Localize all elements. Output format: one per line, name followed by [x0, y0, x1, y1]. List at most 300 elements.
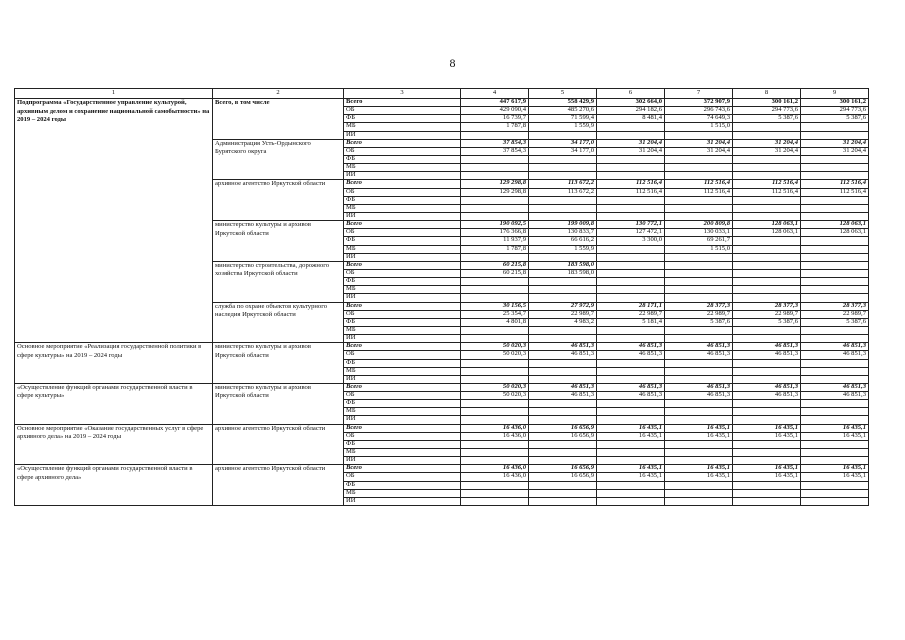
amount-cell	[597, 204, 665, 212]
amount-cell	[733, 204, 801, 212]
amount-cell: 16 435,1	[665, 465, 733, 473]
amount-cell	[733, 457, 801, 465]
amount-cell: 200 809,8	[665, 221, 733, 229]
funding-source-cell: ИИ	[344, 457, 461, 465]
amount-cell: 25 354,7	[461, 310, 529, 318]
amount-cell	[665, 449, 733, 457]
amount-cell	[529, 408, 597, 416]
program-name: «Осуществление функций органами государственной власти в сфере архивного дела»	[15, 465, 213, 506]
amount-cell: 31 204,4	[801, 139, 869, 147]
funding-source-cell: ИИ	[344, 131, 461, 139]
funding-source-cell: Всего	[344, 261, 461, 269]
amount-cell	[529, 400, 597, 408]
column-header: 3	[344, 89, 461, 99]
funding-source-cell: ИИ	[344, 253, 461, 261]
amount-cell	[801, 253, 869, 261]
funding-source-cell: ОБ	[344, 229, 461, 237]
amount-cell: 16 435,1	[665, 424, 733, 432]
amount-cell	[461, 400, 529, 408]
amount-cell	[461, 408, 529, 416]
amount-cell	[733, 294, 801, 302]
amount-cell	[733, 497, 801, 505]
amount-cell	[733, 489, 801, 497]
amount-cell: 31 204,4	[597, 147, 665, 155]
amount-cell	[461, 489, 529, 497]
amount-cell	[801, 457, 869, 465]
amount-cell	[665, 212, 733, 220]
column-header: 4	[461, 89, 529, 99]
amount-cell	[461, 286, 529, 294]
amount-cell	[461, 359, 529, 367]
funding-source-cell: ИИ	[344, 212, 461, 220]
amount-cell	[665, 269, 733, 277]
column-header: 5	[529, 89, 597, 99]
amount-cell: 128 063,1	[801, 229, 869, 237]
amount-cell	[801, 212, 869, 220]
amount-cell: 5 387,6	[733, 318, 801, 326]
amount-cell	[597, 367, 665, 375]
amount-cell: 16 435,1	[665, 473, 733, 481]
amount-cell: 16 435,1	[597, 424, 665, 432]
amount-cell	[461, 278, 529, 286]
amount-cell	[461, 416, 529, 424]
amount-cell: 176 366,8	[461, 229, 529, 237]
amount-cell	[665, 335, 733, 343]
amount-cell	[461, 212, 529, 220]
funding-source-cell: Всего	[344, 343, 461, 351]
amount-cell: 31 204,4	[665, 147, 733, 155]
funding-source-cell: Всего	[344, 465, 461, 473]
amount-cell: 46 851,3	[801, 392, 869, 400]
table-row	[15, 424, 869, 432]
amount-cell: 46 851,3	[529, 383, 597, 391]
amount-cell: 30 156,5	[461, 302, 529, 310]
amount-cell: 300 161,2	[801, 99, 869, 107]
amount-cell	[733, 172, 801, 180]
amount-cell: 129 298,8	[461, 188, 529, 196]
amount-cell: 302 664,0	[597, 99, 665, 107]
column-header: 9	[801, 89, 869, 99]
amount-cell	[733, 367, 801, 375]
executor-name: архивное агентство Иркутской области	[213, 180, 344, 221]
amount-cell	[597, 326, 665, 334]
amount-cell	[801, 335, 869, 343]
amount-cell: 447 617,9	[461, 99, 529, 107]
amount-cell: 31 204,4	[733, 139, 801, 147]
amount-cell	[801, 489, 869, 497]
amount-cell: 16 739,7	[461, 115, 529, 123]
amount-cell: 199 009,8	[529, 221, 597, 229]
amount-cell	[529, 335, 597, 343]
amount-cell: 46 851,3	[801, 343, 869, 351]
amount-cell: 31 204,4	[665, 139, 733, 147]
amount-cell	[665, 204, 733, 212]
column-header: 2	[213, 89, 344, 99]
amount-cell	[461, 204, 529, 212]
table-body	[15, 89, 869, 506]
amount-cell	[665, 359, 733, 367]
funding-source-cell: МБ	[344, 123, 461, 131]
funding-source-cell: ФБ	[344, 359, 461, 367]
executor-name: министерство строительства, дорожного хозяйства Иркутской области	[213, 261, 344, 302]
table-row	[15, 383, 869, 391]
amount-cell	[597, 131, 665, 139]
column-header: 1	[15, 89, 213, 99]
amount-cell: 485 270,6	[529, 107, 597, 115]
funding-source-cell: ФБ	[344, 155, 461, 163]
amount-cell: 112 516,4	[597, 180, 665, 188]
amount-cell: 112 516,4	[801, 180, 869, 188]
amount-cell	[665, 196, 733, 204]
amount-cell	[733, 335, 801, 343]
amount-cell	[529, 416, 597, 424]
amount-cell	[801, 326, 869, 334]
funding-source-cell: ОБ	[344, 147, 461, 155]
program-name: «Осуществление функций органами государственной власти в сфере культуры»	[15, 383, 213, 424]
funding-source-cell: ОБ	[344, 269, 461, 277]
amount-cell	[597, 253, 665, 261]
amount-cell	[801, 440, 869, 448]
amount-cell	[529, 326, 597, 334]
amount-cell	[529, 131, 597, 139]
amount-cell: 46 851,3	[597, 392, 665, 400]
funding-source-cell: Всего	[344, 180, 461, 188]
amount-cell: 34 177,0	[529, 147, 597, 155]
amount-cell	[529, 449, 597, 457]
amount-cell: 16 435,1	[733, 465, 801, 473]
amount-cell	[665, 408, 733, 416]
amount-cell: 16 435,1	[597, 465, 665, 473]
funding-source-cell: ОБ	[344, 432, 461, 440]
funding-source-cell: ИИ	[344, 416, 461, 424]
funding-source-cell: ФБ	[344, 481, 461, 489]
amount-cell: 8 481,4	[597, 115, 665, 123]
amount-cell: 558 429,9	[529, 99, 597, 107]
amount-cell: 16 435,1	[597, 473, 665, 481]
funding-source-cell: Всего	[344, 424, 461, 432]
amount-cell	[597, 245, 665, 253]
funding-source-cell: МБ	[344, 286, 461, 294]
amount-cell: 16 436,0	[461, 473, 529, 481]
amount-cell	[529, 481, 597, 489]
amount-cell	[461, 294, 529, 302]
amount-cell	[529, 253, 597, 261]
executor-name: Администрация Усть-Ордынского Бурятского округа	[213, 139, 344, 180]
amount-cell	[665, 172, 733, 180]
executor-name: министерство культуры и архивов Иркутской области	[213, 383, 344, 424]
program-name: Основное мероприятие «Оказание государственных услуг в сфере архивного дела» на 2019 – 2024 годы	[15, 424, 213, 465]
amount-cell	[529, 440, 597, 448]
amount-cell	[801, 375, 869, 383]
funding-source-cell: ОБ	[344, 188, 461, 196]
amount-cell	[529, 497, 597, 505]
amount-cell	[733, 286, 801, 294]
amount-cell	[801, 286, 869, 294]
amount-cell: 294 182,6	[597, 107, 665, 115]
amount-cell	[801, 237, 869, 245]
amount-cell	[665, 400, 733, 408]
amount-cell	[529, 359, 597, 367]
amount-cell: 16 435,1	[733, 473, 801, 481]
amount-cell: 183 598,0	[529, 261, 597, 269]
amount-cell: 46 851,3	[529, 343, 597, 351]
amount-cell	[801, 123, 869, 131]
amount-cell: 16 435,1	[597, 432, 665, 440]
amount-cell	[529, 204, 597, 212]
amount-cell: 300 161,2	[733, 99, 801, 107]
amount-cell	[665, 481, 733, 489]
funding-source-cell: ОБ	[344, 473, 461, 481]
amount-cell	[665, 375, 733, 383]
amount-cell: 16 435,1	[733, 424, 801, 432]
amount-cell: 60 215,8	[461, 269, 529, 277]
amount-cell: 130 033,1	[665, 229, 733, 237]
amount-cell: 4 801,8	[461, 318, 529, 326]
column-header: 8	[733, 89, 801, 99]
amount-cell: 112 516,4	[665, 180, 733, 188]
amount-cell: 1 787,8	[461, 123, 529, 131]
amount-cell	[461, 131, 529, 139]
amount-cell: 34 177,0	[529, 139, 597, 147]
amount-cell: 69 261,7	[665, 237, 733, 245]
amount-cell	[733, 278, 801, 286]
amount-cell	[665, 489, 733, 497]
amount-cell	[665, 278, 733, 286]
amount-cell	[665, 155, 733, 163]
amount-cell: 129 298,8	[461, 180, 529, 188]
amount-cell	[597, 497, 665, 505]
amount-cell	[529, 489, 597, 497]
funding-source-cell: ФБ	[344, 440, 461, 448]
amount-cell: 22 989,7	[597, 310, 665, 318]
amount-cell: 128 063,1	[733, 229, 801, 237]
executor-name: Всего, в том числе	[213, 99, 344, 140]
funding-source-cell: Всего	[344, 221, 461, 229]
amount-cell	[801, 367, 869, 375]
funding-source-cell: ФБ	[344, 196, 461, 204]
amount-cell	[461, 172, 529, 180]
amount-cell	[597, 269, 665, 277]
amount-cell: 46 851,3	[597, 383, 665, 391]
amount-cell	[665, 457, 733, 465]
funding-source-cell: МБ	[344, 489, 461, 497]
amount-cell: 50 020,3	[461, 343, 529, 351]
program-name: Подпрограмма «Государственное управление культурой, архивным делом и сохранение национальной самобытности» на 2019 – 2024 годы	[15, 99, 213, 343]
amount-cell	[733, 440, 801, 448]
funding-source-cell: ИИ	[344, 375, 461, 383]
funding-source-cell: ФБ	[344, 237, 461, 245]
amount-cell	[461, 497, 529, 505]
amount-cell: 16 656,9	[529, 465, 597, 473]
amount-cell: 11 937,9	[461, 237, 529, 245]
amount-cell	[529, 172, 597, 180]
amount-cell: 46 851,3	[733, 343, 801, 351]
amount-cell: 5 387,6	[665, 318, 733, 326]
funding-source-cell: ОБ	[344, 392, 461, 400]
amount-cell: 27 972,9	[529, 302, 597, 310]
amount-cell	[597, 335, 665, 343]
amount-cell: 1 559,9	[529, 245, 597, 253]
amount-cell	[597, 196, 665, 204]
amount-cell: 46 851,3	[733, 351, 801, 359]
amount-cell: 112 516,4	[597, 188, 665, 196]
funding-source-cell: Всего	[344, 99, 461, 107]
amount-cell	[529, 367, 597, 375]
amount-cell	[597, 212, 665, 220]
funding-source-cell: ОБ	[344, 310, 461, 318]
amount-cell	[461, 335, 529, 343]
amount-cell	[597, 172, 665, 180]
executor-name: служба по охране объектов культурного наследия Иркутской области	[213, 302, 344, 343]
amount-cell	[461, 326, 529, 334]
funding-source-cell: ОБ	[344, 351, 461, 359]
funding-source-cell: МБ	[344, 367, 461, 375]
amount-cell: 112 516,4	[665, 188, 733, 196]
amount-cell	[733, 269, 801, 277]
executor-name: архивное агентство Иркутской области	[213, 465, 344, 506]
amount-cell: 22 989,7	[733, 310, 801, 318]
table-row	[15, 343, 869, 351]
amount-cell	[801, 408, 869, 416]
amount-cell: 372 907,9	[665, 99, 733, 107]
amount-cell: 28 377,3	[801, 302, 869, 310]
amount-cell: 31 204,4	[597, 139, 665, 147]
amount-cell	[529, 278, 597, 286]
amount-cell	[461, 164, 529, 172]
funding-source-cell: МБ	[344, 204, 461, 212]
funding-source-cell: ФБ	[344, 278, 461, 286]
amount-cell: 1 515,0	[665, 123, 733, 131]
amount-cell: 112 516,4	[733, 180, 801, 188]
amount-cell: 130 772,1	[597, 221, 665, 229]
amount-cell: 4 983,2	[529, 318, 597, 326]
table-row	[15, 465, 869, 473]
amount-cell	[801, 155, 869, 163]
amount-cell	[665, 367, 733, 375]
column-header: 6	[597, 89, 665, 99]
amount-cell: 22 989,7	[665, 310, 733, 318]
amount-cell	[665, 286, 733, 294]
amount-cell	[733, 212, 801, 220]
amount-cell	[461, 481, 529, 489]
amount-cell: 294 773,6	[801, 107, 869, 115]
amount-cell: 74 649,3	[665, 115, 733, 123]
amount-cell: 16 656,9	[529, 473, 597, 481]
amount-cell	[733, 375, 801, 383]
amount-cell: 294 773,6	[733, 107, 801, 115]
amount-cell: 46 851,3	[665, 351, 733, 359]
amount-cell	[529, 155, 597, 163]
amount-cell	[733, 408, 801, 416]
funding-source-cell: ФБ	[344, 115, 461, 123]
amount-cell	[529, 457, 597, 465]
amount-cell: 46 851,3	[529, 351, 597, 359]
amount-cell	[461, 449, 529, 457]
amount-cell	[801, 131, 869, 139]
amount-cell	[597, 164, 665, 172]
executor-name: министерство культуры и архивов Иркутской области	[213, 221, 344, 262]
amount-cell: 16 435,1	[733, 432, 801, 440]
amount-cell: 46 851,3	[733, 383, 801, 391]
funding-source-cell: ФБ	[344, 400, 461, 408]
amount-cell	[801, 416, 869, 424]
amount-cell	[665, 253, 733, 261]
amount-cell: 50 020,3	[461, 383, 529, 391]
funding-source-cell: Всего	[344, 302, 461, 310]
amount-cell	[733, 449, 801, 457]
amount-cell: 31 204,4	[801, 147, 869, 155]
amount-cell	[801, 359, 869, 367]
amount-cell	[733, 123, 801, 131]
amount-cell: 46 851,3	[529, 392, 597, 400]
amount-cell: 127 472,1	[597, 229, 665, 237]
amount-cell: 37 854,3	[461, 147, 529, 155]
amount-cell	[733, 261, 801, 269]
amount-cell	[801, 294, 869, 302]
amount-cell: 16 436,0	[461, 465, 529, 473]
amount-cell	[801, 400, 869, 408]
amount-cell	[801, 245, 869, 253]
funding-source-cell: ИИ	[344, 497, 461, 505]
amount-cell	[665, 440, 733, 448]
page-number: 8	[449, 56, 456, 70]
amount-cell	[597, 489, 665, 497]
amount-cell	[461, 440, 529, 448]
table-header-row	[15, 89, 869, 99]
program-name: Основное мероприятие «Реализация государственной политики в сфере культуры» на 2019 – 2024 годы	[15, 343, 213, 384]
amount-cell	[461, 253, 529, 261]
amount-cell	[665, 261, 733, 269]
amount-cell: 5 181,4	[597, 318, 665, 326]
amount-cell: 22 989,7	[801, 310, 869, 318]
amount-cell	[461, 375, 529, 383]
amount-cell	[529, 196, 597, 204]
amount-cell	[461, 196, 529, 204]
amount-cell: 128 063,1	[801, 221, 869, 229]
amount-cell	[801, 269, 869, 277]
amount-cell: 5 387,6	[801, 115, 869, 123]
amount-cell	[461, 367, 529, 375]
amount-cell: 46 851,3	[733, 392, 801, 400]
amount-cell: 190 092,5	[461, 221, 529, 229]
amount-cell	[597, 457, 665, 465]
amount-cell: 16 435,1	[801, 424, 869, 432]
funding-source-cell: Всего	[344, 139, 461, 147]
amount-cell: 113 672,2	[529, 180, 597, 188]
amount-cell	[733, 400, 801, 408]
amount-cell: 50 020,3	[461, 392, 529, 400]
funding-source-cell: МБ	[344, 164, 461, 172]
amount-cell	[597, 294, 665, 302]
amount-cell	[665, 294, 733, 302]
amount-cell: 28 171,1	[597, 302, 665, 310]
amount-cell: 16 435,1	[665, 432, 733, 440]
amount-cell	[801, 261, 869, 269]
amount-cell	[801, 497, 869, 505]
amount-cell	[597, 400, 665, 408]
amount-cell	[801, 204, 869, 212]
amount-cell: 5 387,6	[801, 318, 869, 326]
funding-source-cell: ФБ	[344, 318, 461, 326]
amount-cell	[597, 261, 665, 269]
amount-cell: 16 656,9	[529, 424, 597, 432]
funding-source-cell: МБ	[344, 326, 461, 334]
table-row	[15, 99, 869, 107]
amount-cell	[529, 294, 597, 302]
amount-cell	[597, 375, 665, 383]
amount-cell	[597, 286, 665, 294]
amount-cell: 183 598,0	[529, 269, 597, 277]
